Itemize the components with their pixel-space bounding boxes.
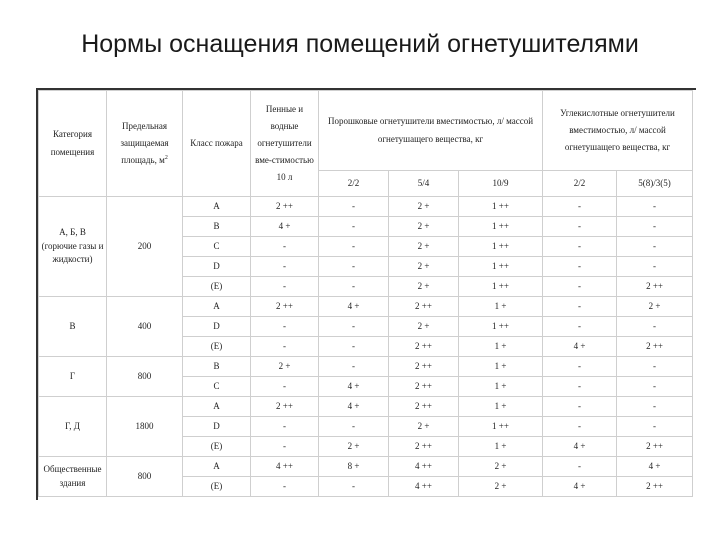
table-row bbox=[39, 197, 693, 217]
area-cell: 800 bbox=[107, 457, 183, 497]
co2-2-cell: - bbox=[543, 417, 617, 437]
table-row bbox=[39, 457, 693, 477]
header-foam: Пенные и водные огнетушители вме-стимостью 10 л bbox=[251, 91, 319, 197]
foam-cell: 4 + bbox=[251, 217, 319, 237]
powder-5-cell: 4 ++ bbox=[389, 457, 459, 477]
powder-5-cell: 4 ++ bbox=[389, 477, 459, 497]
powder-10-cell: 1 ++ bbox=[459, 317, 543, 337]
co2-5-cell: - bbox=[617, 237, 693, 257]
co2-5-cell: - bbox=[617, 317, 693, 337]
foam-cell: 2 + bbox=[251, 357, 319, 377]
powder-5-cell: 2 + bbox=[389, 417, 459, 437]
co2-2-cell: - bbox=[543, 297, 617, 317]
fire-class-cell: А bbox=[183, 397, 251, 417]
fire-class-cell: (Е) bbox=[183, 477, 251, 497]
co2-2-cell: - bbox=[543, 277, 617, 297]
foam-cell: - bbox=[251, 277, 319, 297]
powder-2-cell: - bbox=[319, 357, 389, 377]
area-cell: 200 bbox=[107, 197, 183, 297]
powder-10-cell: 1 + bbox=[459, 337, 543, 357]
co2-5-cell: - bbox=[617, 217, 693, 237]
co2-5-cell: 2 ++ bbox=[617, 277, 693, 297]
powder-10-cell: 1 ++ bbox=[459, 197, 543, 217]
powder-2-cell: - bbox=[319, 417, 389, 437]
co2-5-cell: 2 + bbox=[617, 297, 693, 317]
foam-cell: - bbox=[251, 377, 319, 397]
co2-2-cell: 4 + bbox=[543, 477, 617, 497]
powder-2-cell: - bbox=[319, 217, 389, 237]
powder-5-cell: 2 ++ bbox=[389, 337, 459, 357]
co2-5-cell: 2 ++ bbox=[617, 337, 693, 357]
foam-cell: - bbox=[251, 257, 319, 277]
powder-10-cell: 1 + bbox=[459, 297, 543, 317]
powder-2-cell: 4 + bbox=[319, 377, 389, 397]
powder-5-cell: 2 + bbox=[389, 317, 459, 337]
foam-cell: - bbox=[251, 317, 319, 337]
fire-class-cell: (Е) bbox=[183, 437, 251, 457]
page-title: Нормы оснащения помещений огнетушителями bbox=[81, 30, 639, 58]
co2-5-cell: - bbox=[617, 257, 693, 277]
foam-cell: 4 ++ bbox=[251, 457, 319, 477]
foam-cell: - bbox=[251, 477, 319, 497]
co2-5-cell: 2 ++ bbox=[617, 477, 693, 497]
subheader-co2-5-3: 5(8)/3(5) bbox=[617, 171, 693, 197]
foam-cell: 2 ++ bbox=[251, 197, 319, 217]
co2-5-cell: - bbox=[617, 377, 693, 397]
powder-2-cell: 4 + bbox=[319, 397, 389, 417]
header-category: Категория помещения bbox=[39, 91, 107, 197]
table-row bbox=[39, 357, 693, 377]
category-cell: А, Б, В (горючие газы и жидкости) bbox=[39, 197, 107, 297]
powder-10-cell: 1 + bbox=[459, 437, 543, 457]
co2-5-cell: - bbox=[617, 357, 693, 377]
fire-class-cell: А bbox=[183, 197, 251, 217]
area-cell: 400 bbox=[107, 297, 183, 357]
fire-class-cell: В bbox=[183, 217, 251, 237]
co2-2-cell: - bbox=[543, 457, 617, 477]
header-powder: Порошковые огнетушители вместимостью, л/ массой огнетушащего вещества, кг bbox=[319, 91, 543, 171]
powder-2-cell: - bbox=[319, 197, 389, 217]
powder-10-cell: 2 + bbox=[459, 457, 543, 477]
fire-class-cell: (Е) bbox=[183, 337, 251, 357]
foam-cell: - bbox=[251, 237, 319, 257]
category-cell: Г, Д bbox=[39, 397, 107, 457]
powder-5-cell: 2 ++ bbox=[389, 397, 459, 417]
category-cell: Общественные здания bbox=[39, 457, 107, 497]
powder-5-cell: 2 + bbox=[389, 217, 459, 237]
co2-2-cell: - bbox=[543, 197, 617, 217]
powder-2-cell: - bbox=[319, 477, 389, 497]
fire-class-cell: В bbox=[183, 357, 251, 377]
powder-10-cell: 1 + bbox=[459, 357, 543, 377]
powder-5-cell: 2 + bbox=[389, 237, 459, 257]
co2-2-cell: 4 + bbox=[543, 337, 617, 357]
fire-class-cell: D bbox=[183, 317, 251, 337]
powder-5-cell: 2 ++ bbox=[389, 437, 459, 457]
powder-5-cell: 2 ++ bbox=[389, 357, 459, 377]
co2-2-cell: - bbox=[543, 357, 617, 377]
co2-2-cell: - bbox=[543, 377, 617, 397]
fire-class-cell: С bbox=[183, 377, 251, 397]
powder-5-cell: 2 + bbox=[389, 277, 459, 297]
co2-2-cell: - bbox=[543, 257, 617, 277]
foam-cell: 2 ++ bbox=[251, 297, 319, 317]
foam-cell: - bbox=[251, 437, 319, 457]
co2-2-cell: 4 + bbox=[543, 437, 617, 457]
table-row bbox=[39, 397, 693, 417]
subheader-co2-2-2: 2/2 bbox=[543, 171, 617, 197]
co2-2-cell: - bbox=[543, 237, 617, 257]
co2-2-cell: - bbox=[543, 317, 617, 337]
powder-2-cell: - bbox=[319, 337, 389, 357]
area-cell: 800 bbox=[107, 357, 183, 397]
powder-5-cell: 2 ++ bbox=[389, 377, 459, 397]
powder-10-cell: 1 + bbox=[459, 397, 543, 417]
subheader-powder-2-2: 2/2 bbox=[319, 171, 389, 197]
fire-class-cell: С bbox=[183, 237, 251, 257]
fire-class-cell: А bbox=[183, 297, 251, 317]
powder-10-cell: 1 ++ bbox=[459, 237, 543, 257]
powder-2-cell: 4 + bbox=[319, 297, 389, 317]
powder-5-cell: 2 ++ bbox=[389, 297, 459, 317]
table-row bbox=[39, 297, 693, 317]
co2-5-cell: 2 ++ bbox=[617, 437, 693, 457]
powder-5-cell: 2 + bbox=[389, 197, 459, 217]
table-frame bbox=[36, 88, 696, 500]
foam-cell: 2 ++ bbox=[251, 397, 319, 417]
powder-10-cell: 1 ++ bbox=[459, 417, 543, 437]
co2-5-cell: - bbox=[617, 417, 693, 437]
powder-2-cell: 2 + bbox=[319, 437, 389, 457]
co2-2-cell: - bbox=[543, 397, 617, 417]
powder-2-cell: - bbox=[319, 257, 389, 277]
powder-10-cell: 1 + bbox=[459, 377, 543, 397]
fire-class-cell: (Е) bbox=[183, 277, 251, 297]
co2-2-cell: - bbox=[543, 217, 617, 237]
powder-10-cell: 1 ++ bbox=[459, 277, 543, 297]
co2-5-cell: 4 + bbox=[617, 457, 693, 477]
header-area-text: Предельная защищаемая площадь, м bbox=[120, 120, 169, 166]
powder-10-cell: 2 + bbox=[459, 477, 543, 497]
fire-class-cell: D bbox=[183, 257, 251, 277]
category-cell: Г bbox=[39, 357, 107, 397]
subheader-powder-5-4: 5/4 bbox=[389, 171, 459, 197]
header-fire-class: Класс пожара bbox=[183, 91, 251, 197]
powder-2-cell: - bbox=[319, 277, 389, 297]
powder-2-cell: 8 + bbox=[319, 457, 389, 477]
header-area-unit-sup: 2 bbox=[164, 155, 168, 162]
powder-2-cell: - bbox=[319, 317, 389, 337]
powder-10-cell: 1 ++ bbox=[459, 217, 543, 237]
fire-class-cell: D bbox=[183, 417, 251, 437]
fire-class-cell: А bbox=[183, 457, 251, 477]
extinguisher-norms-table bbox=[38, 90, 693, 497]
subheader-powder-10-9: 10/9 bbox=[459, 171, 543, 197]
category-cell: В bbox=[39, 297, 107, 357]
foam-cell: - bbox=[251, 417, 319, 437]
powder-5-cell: 2 + bbox=[389, 257, 459, 277]
foam-cell: - bbox=[251, 337, 319, 357]
powder-10-cell: 1 ++ bbox=[459, 257, 543, 277]
area-cell: 1800 bbox=[107, 397, 183, 457]
powder-2-cell: - bbox=[319, 237, 389, 257]
co2-5-cell: - bbox=[617, 397, 693, 417]
header-co2: Углекислотные огнетушители вместимостью, л/ массой огнетушащего вещества, кг bbox=[543, 91, 693, 171]
co2-5-cell: - bbox=[617, 197, 693, 217]
header-area bbox=[107, 91, 183, 197]
